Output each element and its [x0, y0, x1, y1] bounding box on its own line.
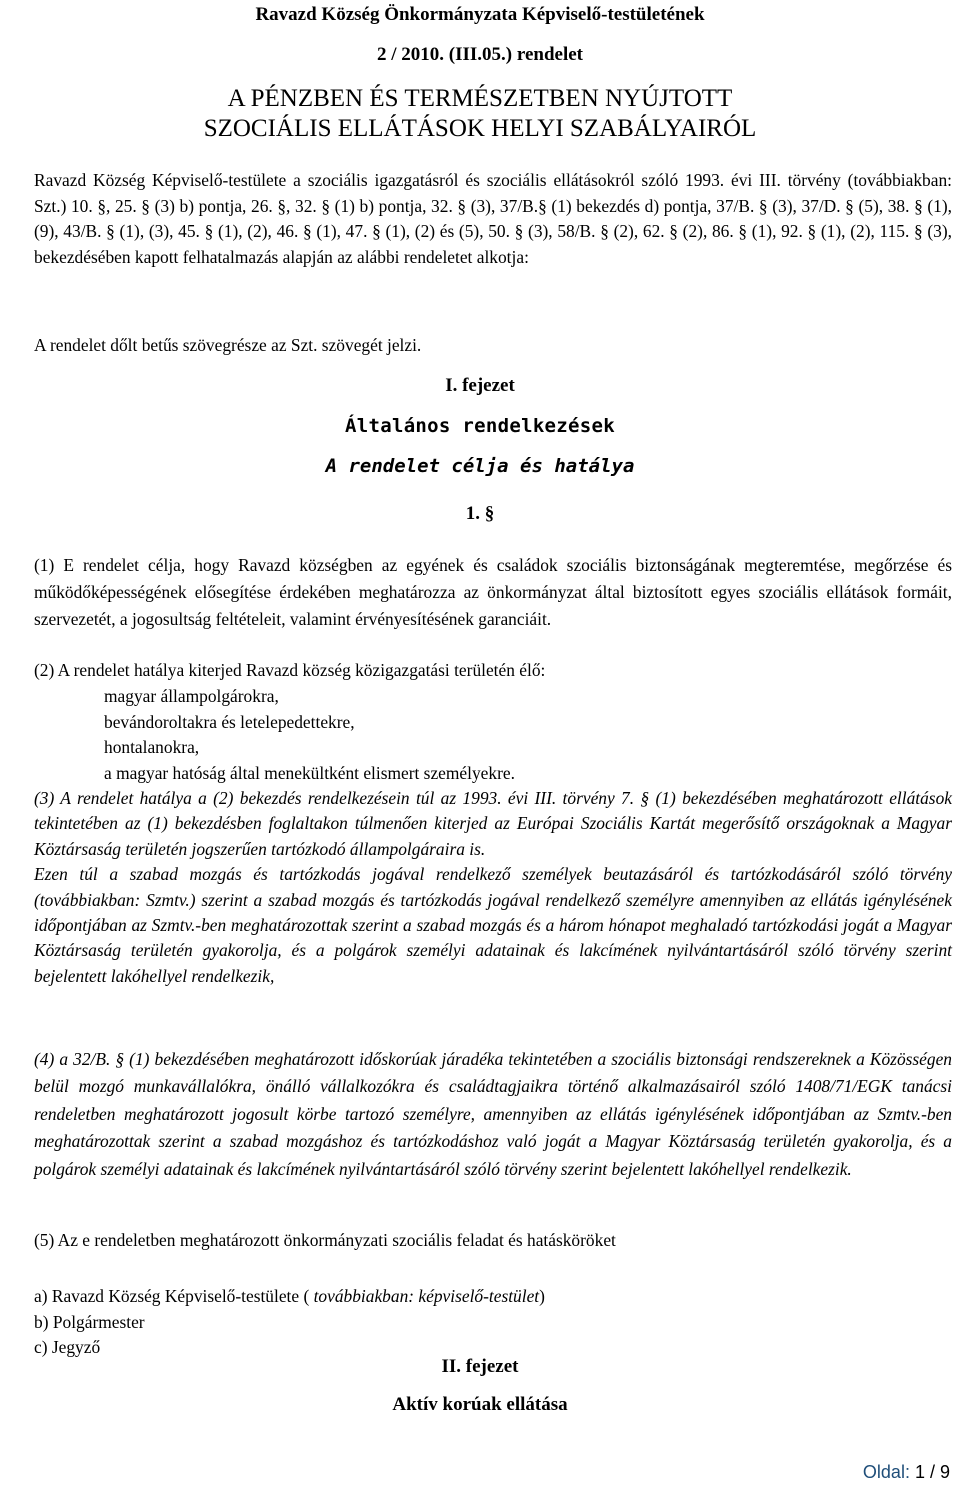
chapter2-label: II. fejezet: [441, 1356, 519, 1377]
list-item: hontalanokra,: [104, 737, 200, 758]
paragraph-5: (5) Az e rendeletben meghatározott önkormányzati szociális feladat és hatásköröket: [34, 1230, 616, 1250]
list-item: bevándoroltakra és letelepedettekre,: [104, 711, 355, 732]
decree-title: [0, 84, 960, 144]
page-number: 1 / 9: [914, 1462, 950, 1482]
intro-paragraph: Ravazd Község Képviselő-testülete a szociális igazgatásról és szociális ellátásokról szóló 1993. évi III. törvény (továbbiakban: Szt.) 10. §, 25. § (3) b) pontja, 26. §, 32. § (1) b) pontja, 32. § (3), 37/B.§ (1) bekezdés d) pontja, 37/B. § (3), 37/D. § (5), 38. § (1), (9), 43/B. § (1), (3), 45. § (1), (2), 46. § (1), 47. § (1), (2) és (5), 50. § (3), 58/B. § (2), 62. § (2), 86. § (1), 92. § (1), (2), 115. § (3), bekezdésében kapott felhatalmazás alapján az alábbi rendeletet alkotja:: [34, 170, 952, 267]
chapter1-title: Általános rendelkezések: [345, 415, 615, 437]
list-item: a) Ravazd Község Képviselő-testülete ( továbbiakban: képviselő-testület): [34, 1286, 545, 1306]
paragraph-3-continuation: Ezen túl a szabad mozgás és tartózkodás jogával rendelkező személyek beutazásáról és tartózkodásáról szóló törvény (továbbiakban: Szmtv.) szerint a szabad mozgás és tartózkodás jogával rendelkező személyre amennyiben az ellátás igénylésének időpontjában az Szmtv.-ben meghatározottak szerint a szabad mozgás és a három hónapot meghaladó tartózkodási jogát a Magyar Köztársaság területén gyakorolja, és a polgárok személyi adatainak és lakcímének nyilvántartásáról szóló törvény szerint bejelentett lakóhellyel rendelkezik,: [34, 864, 952, 986]
list-item: b) Polgármester: [34, 1311, 145, 1332]
page-footer: [863, 1462, 950, 1483]
paragraph-2: (2) A rendelet hatálya kiterjed Ravazd község közigazgatási területén élő:: [34, 660, 546, 680]
paragraph-4: (4) a 32/B. § (1) bekezdésében meghatározott időskorúak járadéka tekintetében a szociális biztonsági rendszereknek a Közösségen belül mozgó munkavállalókra, önálló vállalkozókra és családtagjaikra történő alkalmazásairól szóló 1408/71/EGK tanácsi rendeletben meghatározott jogosult körbe tartozó személyre, amennyiben az ellátás igénylésének időpontjában az Szmtv.-ben meghatározottak szerint a szabad mozgáshoz és tartózkodáshoz való jogát a Magyar Köztársaság területén gyakorolja, és a polgárok személyi adatainak és lakcímének nyilvántartásáról szóló törvény szerint bejelentett lakóhellyel rendelkezik.: [34, 1049, 952, 1179]
paragraph-1: (1) E rendelet célja, hogy Ravazd községben az egyének és családok szociális biztonságának megteremtése, megőrzése és működőképességének elősegítése érdekében meghatározza az önkormányzat által biztosított egyes szociális ellátások formáit, szervezetét, a jogosultság feltételeit, valamint érvényesítésének garanciáit.: [34, 555, 952, 629]
decree-title-line2: SZOCIÁLIS ELLÁTÁSOK HELYI SZABÁLYAIRÓL: [203, 115, 757, 142]
list-item: magyar állampolgárokra,: [104, 686, 279, 706]
paragraph-5-list: [34, 1284, 545, 1361]
paragraph-3-text: (3) A rendelet hatálya a (2) bekezdés rendelkezésein túl az 1993. évi III. törvény 7. § (1) bekezdésében meghatározott ellátások tekintetében az (1) bekezdésben foglaltakon túlmenően kiterjed az Európai Szociális Kartát megerősítő országoknak a Magyar Köztársaság területén jogszerűen tartózkodó állampolgáraira is.: [34, 788, 952, 859]
section-1-heading: 1. §: [465, 503, 495, 524]
page-label: Oldal:: [862, 1462, 910, 1482]
chapter2-title: Aktív korúak ellátása: [392, 1394, 568, 1415]
decree-number: 2 / 2010. (III.05.) rendelet: [377, 44, 583, 65]
list-item: c) Jegyző: [34, 1337, 101, 1358]
list-item: a magyar hatóság által menekültként elismert személyekre.: [104, 762, 515, 783]
italic-note: A rendelet dőlt betűs szövegrésze az Szt. szövegét jelzi.: [34, 335, 422, 355]
paragraph-3: [34, 786, 952, 989]
paragraph-2-list: [104, 684, 515, 786]
chapter1-label: I. fejezet: [445, 375, 515, 396]
issuer-heading: Ravazd Község Önkormányzata Képviselő-testületének: [255, 4, 705, 25]
decree-title-line1: A PÉNZBEN ÉS TERMÉSZETBEN NYÚJTOTT: [227, 85, 733, 112]
chapter1-subtitle: A rendelet célja és hatálya: [325, 455, 635, 477]
